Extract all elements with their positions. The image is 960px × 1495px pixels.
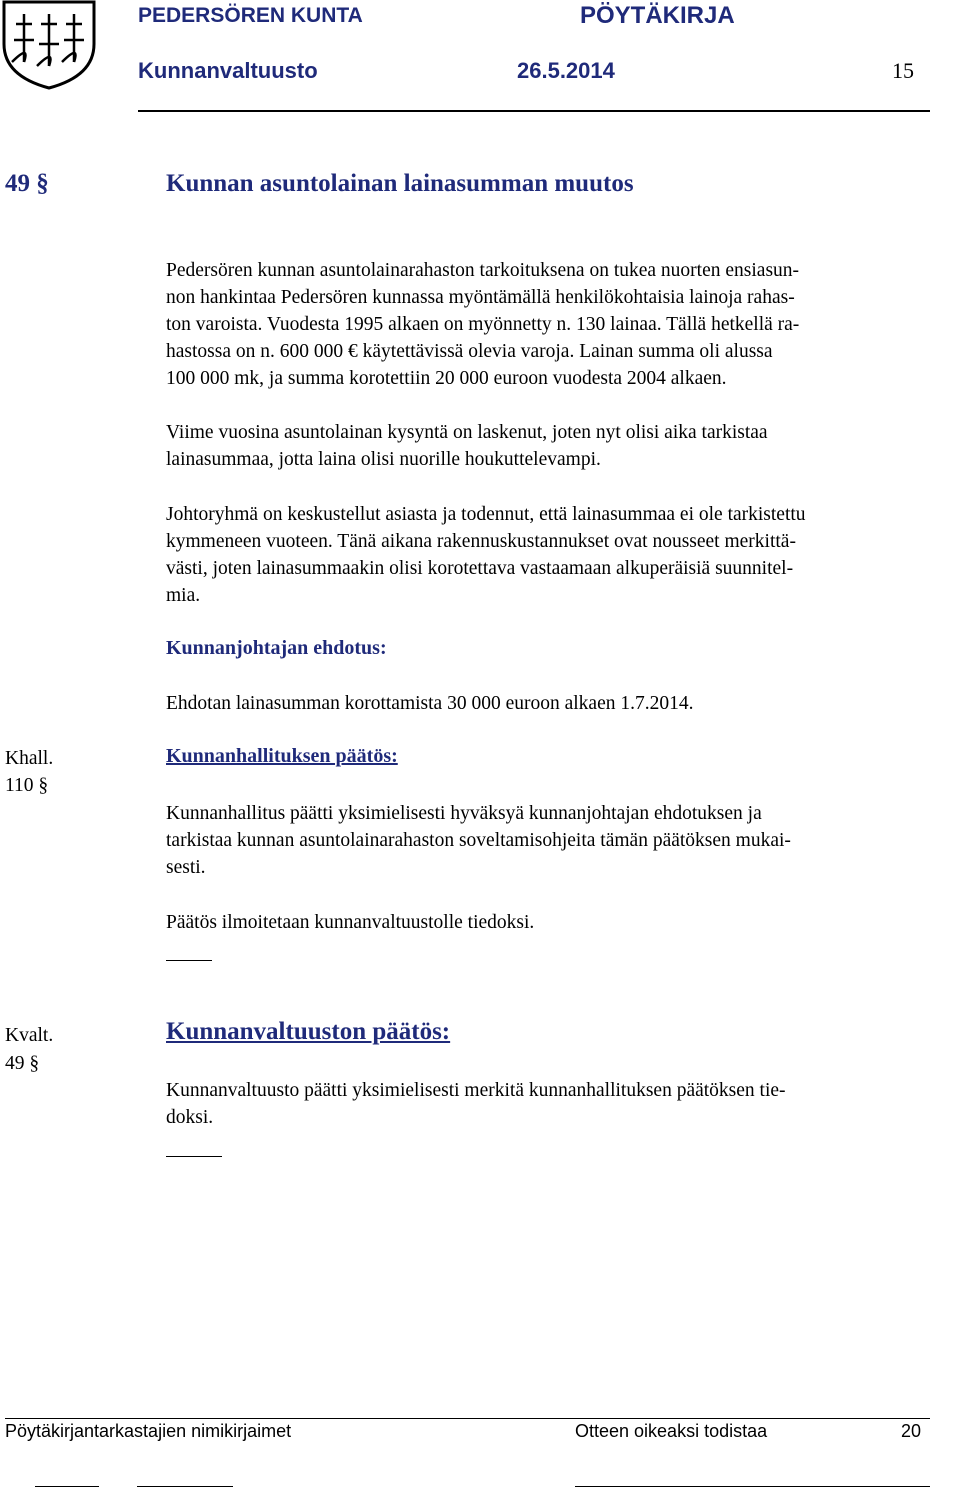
board-heading: Kunnanhallituksen päätös:: [166, 745, 398, 767]
municipality-name: PEDERSÖREN KUNTA: [138, 4, 363, 27]
text-line: tarkistaa kunnan asuntolainarahaston soveltamisohjeita tämän päätöksen mukai-: [166, 830, 791, 851]
page-number: 15: [892, 58, 914, 83]
board-side-label: Khall.: [5, 748, 54, 769]
council-side-label: Kvalt.: [5, 1025, 54, 1046]
paragraph-demand: [166, 419, 906, 473]
text-line: ton varoista. Vuodesta 1995 alkaen on myönnetty n. 130 lainaa. Tällä hetkellä ra-: [166, 314, 800, 335]
text-line: västi, joten lainasummaakin olisi korotettava vastaamaan alkuperäisiä suunnitel-: [166, 558, 794, 579]
section-number: 49 §: [5, 170, 49, 197]
text-line: kymmeneen vuoteen. Tänä aikana rakennuskustannukset ovat nousseet merkittä-: [166, 531, 796, 552]
footer-page: 20: [901, 1421, 922, 1441]
text-line: Viime vuosina asuntolainan kysyntä on laskenut, joten nyt olisi aika tarkistaa: [166, 422, 768, 443]
header-rule: [138, 110, 930, 112]
municipality-logo: [0, 0, 98, 90]
text-line: Pedersören kunnan asuntolainarahaston tarkoituksena on tukea nuorten ensiasun-: [166, 260, 800, 281]
footer-certified: Otteen oikeaksi todistaa: [575, 1421, 768, 1441]
initials-line-1: [35, 1486, 99, 1487]
text-line: 100 000 mk, ja summa korotettiin 20 000 euroon vuodesta 2004 alkaen.: [166, 368, 727, 389]
board-decision: [166, 800, 906, 881]
text-line: Kunnanvaltuusto päätti yksimielisesti merkitä kunnanhallituksen päätöksen tie-: [166, 1080, 786, 1101]
board-notice: Päätös ilmoitetaan kunnanvaltuustolle tiedoksi.: [166, 912, 535, 933]
paragraph-background: [166, 257, 906, 392]
section-title: Kunnan asuntolainan lainasumman muutos: [166, 170, 634, 197]
board-end-rule: [166, 960, 212, 961]
text-line: lainasummaa, jotta laina olisi nuorille houkuttelevampi.: [166, 449, 601, 470]
text-line: non hankintaa Pedersören kunnassa myöntämällä henkilökohtaisia lainoja rahas-: [166, 287, 795, 308]
text-line: mia.: [166, 585, 201, 606]
meeting-body: Kunnanvaltuusto: [138, 58, 318, 83]
paragraph-management: [166, 501, 906, 609]
footer-inspectors: Pöytäkirjantarkastajien nimikirjaimet: [5, 1421, 292, 1441]
document-type: PÖYTÄKIRJA: [580, 2, 735, 29]
text-line: Kunnanhallitus päätti yksimielisesti hyväksyä kunnanjohtajan ehdotuksen ja: [166, 803, 762, 824]
proposal-heading: Kunnanjohtajan ehdotus:: [166, 637, 387, 659]
council-decision: [166, 1077, 906, 1131]
text-line: doksi.: [166, 1107, 214, 1128]
council-end-rule: [166, 1156, 222, 1157]
text-line: hastossa on n. 600 000 € käytettävissä olevia varoja. Lainan summa oli alussa: [166, 341, 773, 362]
initials-line-2: [137, 1486, 233, 1487]
council-side-number: 49 §: [5, 1053, 40, 1074]
council-heading: Kunnanvaltuuston päätös:: [166, 1018, 451, 1045]
footer-rule: [5, 1418, 930, 1419]
meeting-date: 26.5.2014: [517, 58, 615, 83]
board-side-number: 110 §: [5, 775, 49, 796]
signature-line: [575, 1486, 930, 1487]
proposal-text: Ehdotan lainasumman korottamista 30 000 euroon alkaen 1.7.2014.: [166, 693, 694, 714]
text-line: Johtoryhmä on keskustellut asiasta ja todennut, että lainasummaa ei ole tarkistettu: [166, 504, 806, 525]
text-line: sesti.: [166, 857, 206, 878]
